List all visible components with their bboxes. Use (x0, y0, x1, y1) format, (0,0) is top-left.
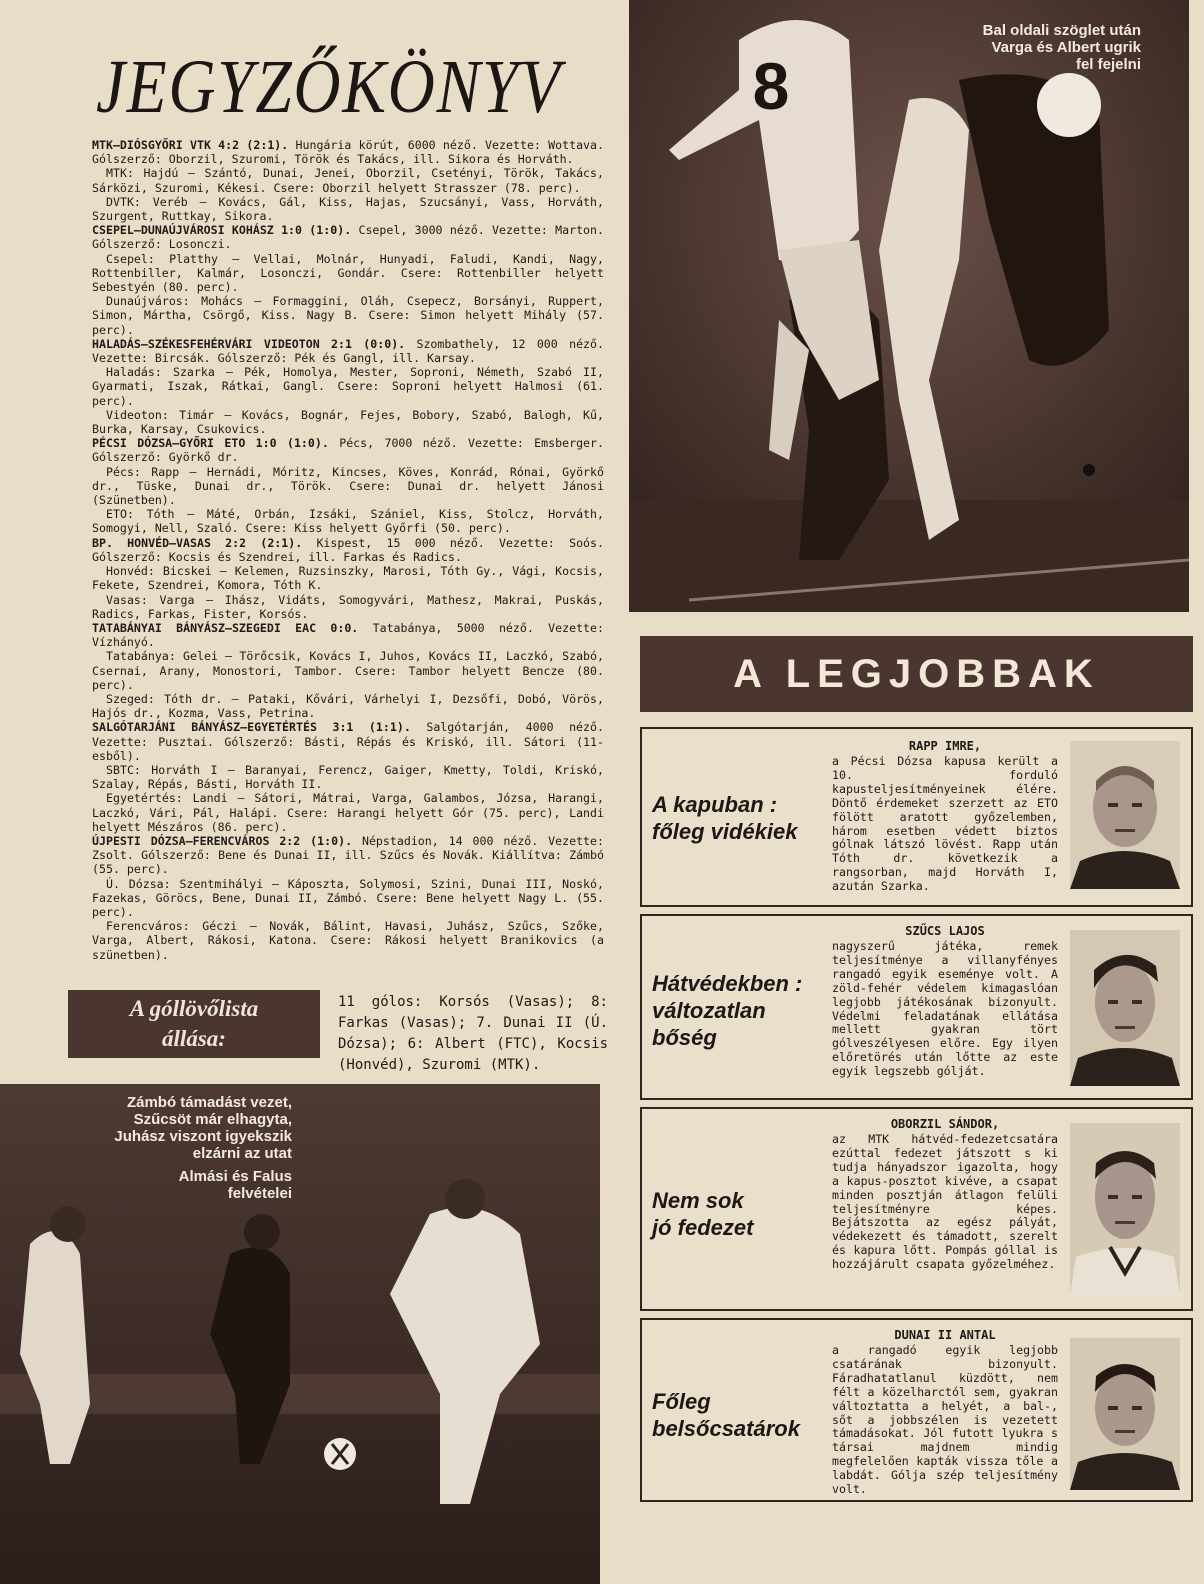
category-line: Nem sok (652, 1188, 744, 1213)
player-text: a Pécsi Dózsa kapusa került a 10. forduló kapusteljesítményeinek élére. Döntő érdemeket szerzett az ETO fölött aratott győzelemben, három esetben védett biztos gólnak látszó lövést. Rapp után Tóth dr. következik a rangsorban, majd Horváth I, azután Szarka. (832, 754, 1058, 894)
bottom-photo-caption (70, 1094, 292, 1202)
match-details: Csepel: Platthy — Vellai, Molnár, Hunyadi, Faludi, Kandi, Nagy, Rottenbiller, Kalmár, Losonczi, Gondár. Csere: Rottenbiller helyett Sebestyén (80. perc). (92, 251, 604, 295)
match-report-lineup (92, 294, 604, 337)
portrait-rapp (1070, 741, 1180, 889)
match-details: Pécs: Rapp — Hernádi, Móritz, Kincses, Köves, Konrád, Rónai, Györkő dr., Tüske, Dunai dr., Török. Csere: Dunai dr. helyett Jánosi (Szünetben). (92, 464, 604, 508)
category-line: bőség (652, 1025, 717, 1050)
match-report-lineup (92, 195, 604, 223)
top-photo-image (629, 0, 1189, 612)
card-category (652, 970, 802, 1051)
match-result: TATABÁNYAI BÁNYÁSZ–SZEGEDI EAC 0:0. (92, 620, 359, 635)
match-details: Tatabánya, 5000 néző. Vezette: Vízhányó. (92, 620, 604, 650)
match-result: HALADÁS–SZÉKESFEHÉRVÁRI VIDEOTON 2:1 (0:0). (92, 336, 406, 351)
best-card-defender (640, 914, 1193, 1100)
card-category (652, 791, 798, 845)
match-details: Ferencváros: Géczi — Novák, Bálint, Havasi, Juhász, Szűcs, Szőke, Varga, Albert, Rákosi, Katona. Csere: Rákosi helyett Branikovics (a szünetben). (92, 919, 604, 962)
match-details: Hungária körút, 6000 néző. Vezette: Wottava. Gólszerző: Oborzil, Szuromi, Török és Takács, ill. Sikora és Horváth. (92, 138, 604, 167)
match-result: CSEPEL–DUNAÚJVÁROSI KOHÁSZ 1:0 (1:0). (92, 223, 352, 238)
category-line: Hátvédekben : (652, 971, 803, 996)
scorers-label-line1: A góllövőlista (129, 996, 259, 1021)
match-report-lineup (92, 791, 604, 834)
player-text: a rangadó egyik legjobb csatárának bizonyult. Fáradhatatlanul küzdött, nem félt a közelharctól sem, gyakran változtatta a helyét, a bal-, sőt a jobbszélen is vezetett támadásokat. Jól futott lyukra s társai majdnem mindig megfelelően kapták vissza tőle a labdát. Gólja szép teljesítmény volt. (832, 1343, 1058, 1497)
player-photo (1070, 1338, 1180, 1490)
match-report-lineup (92, 252, 604, 295)
match-report-lineup (92, 877, 604, 920)
player-text: nagyszerű játéka, remek teljesítménye a villanyfényes rangadó egyik eseménye volt. A zöld-fehér védelem kimagaslóan legjobb játékosának bizonyult. Védelmi feladatának ellátása mellett gyakran tört gólveszélyesen előre. Egy ilyen előretörés után lőtte az este egyik legszebb gólját. (832, 939, 1058, 1079)
player-name: OBORZIL SÁNDOR, (890, 1117, 1000, 1131)
match-result: PÉCSI DÓZSA–GYŐRI ETO 1:0 (1:0). (92, 436, 329, 451)
match-report-header (92, 337, 604, 365)
best-players-banner: A LEGJOBBAK (640, 636, 1193, 712)
match-report-lineup (92, 365, 604, 408)
category-line: főleg vidékiek (652, 819, 798, 844)
match-result: MTK–DIÓSGYŐRI VTK 4:2 (2:1). (92, 138, 289, 152)
caption-line: Szűcsöt már elhagyta, (133, 1111, 292, 1128)
match-details: Haladás: Szarka — Pék, Homolya, Mester, Soproni, Németh, Szabó II, Gyarmati, Iszak, Rátkai, Gangl. Csere: Soproni helyett Halmosi (61. perc). (92, 365, 604, 408)
match-details: SBTC: Horváth I — Baranyai, Ferencz, Gaiger, Kmetty, Toldi, Kriskó, Szalay, Répás, Básti, Horváth II. (92, 762, 604, 792)
portrait-szucs (1070, 930, 1180, 1086)
scorers-list: 11 gólos: Korsós (Vasas); 8: Farkas (Vasas); 7. Dunai II (Ú. Dózsa); 6: Albert (FTC), Kocsis (Honvéd), Szuromi (MTK). (338, 994, 608, 1073)
match-report-lineup (92, 408, 604, 436)
best-card-midfielder (640, 1107, 1193, 1311)
match-report-lineup (92, 507, 604, 535)
scorers-label-line2: állása: (162, 1026, 226, 1051)
top-photo-caption (921, 22, 1141, 73)
match-details: Pécs, 7000 néző. Vezette: Emsberger. Gólszerző: Györkő dr. (92, 436, 604, 465)
match-report-lineup (92, 763, 604, 791)
match-details: Ú. Dózsa: Szentmihályi — Káposzta, Solymosi, Szini, Dunai III, Noskó, Fazekas, Göröcs, Bene, Dunai II, Zámbó. Csere: Bene helyett Nagy L. (55. perc). (92, 876, 604, 919)
portrait-dunai (1070, 1338, 1180, 1490)
best-card-goalkeeper (640, 727, 1193, 907)
player-photo (1070, 741, 1180, 889)
category-line: A kapuban : (652, 792, 778, 817)
match-details: Szombathely, 12 000 néző. Vezette: Bircsák. Gólszerző: Pék és Gangl, ill. Karsay. (92, 336, 604, 366)
player-name: SZŰCS LAJOS (905, 924, 985, 938)
match-report-lineup (92, 919, 604, 962)
match-result: BP. HONVÉD–VASAS 2:2 (2:1). (92, 535, 303, 550)
match-report-lineup (92, 593, 604, 621)
category-line: változatlan (652, 998, 766, 1023)
match-report-lineup (92, 649, 604, 692)
match-reports (92, 138, 604, 962)
match-details: Szeged: Tóth dr. — Pataki, Kővári, Várhelyi I, Dezsőfi, Dobó, Vörös, Hajós dr., Kozma, Vass, Petrina. (92, 691, 604, 721)
match-report-lineup (92, 692, 604, 720)
category-line: Főleg (652, 1389, 711, 1414)
player-name: DUNAI II ANTAL (894, 1328, 996, 1342)
match-details: Dunaújváros: Mohács — Formaggini, Oláh, Csepecz, Borsányi, Ruppert, Simon, Mártha, Csörgő, Kiss. Nagy B. Csere: Simon helyett Mihály (57. perc). (92, 294, 604, 337)
category-line: jó fedezet (652, 1215, 754, 1240)
match-report-lineup (92, 465, 604, 508)
player-name: RAPP IMRE, (908, 739, 982, 753)
match-report-header (92, 834, 604, 877)
portrait-oborzil (1070, 1123, 1180, 1295)
caption-line: Zámbó támadást vezet, (126, 1094, 292, 1111)
caption-line: elzárni az utat (192, 1145, 292, 1162)
match-details: Salgótarján, 4000 néző. Vezette: Pusztai. Gólszerző: Básti, Répás és Kriskó, ill. Sátori (11-esből). (92, 720, 604, 763)
caption-line: Varga és Albert ugrik (991, 39, 1141, 56)
match-details: DVTK: Veréb — Kovács, Gál, Kiss, Hajas, Szucsányi, Vass, Horváth, Szurgent, Ruttkay, Sikora. (92, 194, 604, 224)
match-details: Egyetértés: Landi — Sátori, Mátrai, Varga, Galambos, Józsa, Harangi, Laczkó, Vári, Pál, Halápi. Csere: Harangi helyett Gór (75. perc), Landi helyett Mészáros (86. perc). (92, 791, 604, 834)
match-report-header (92, 138, 604, 166)
bottom-photo (0, 1084, 600, 1584)
best-card-forward (640, 1318, 1193, 1502)
caption-line: Bal oldali szöglet után (982, 22, 1141, 39)
match-details: Honvéd: Bicskei — Kelemen, Ruzsinszky, Marosi, Tóth Gy., Vági, Kocsis, Fekete, Szendrei, Komora, Tóth K. (92, 564, 604, 593)
match-details: Kispest, 15 000 néző. Vezette: Soós. Gólszerző: Kocsis és Szendrei, ill. Farkas és Radics. (92, 535, 604, 564)
match-result: SALGÓTARJÁNI BÁNYÁSZ–EGYETÉRTÉS 3:1 (1:1). (92, 720, 411, 735)
caption-line: Almási és Falus (178, 1168, 292, 1185)
match-report-header (92, 536, 604, 564)
match-report-lineup (92, 166, 604, 194)
match-details: Népstadion, 14 000 néző. Vezette: Zsolt. Gólszerző: Bene és Dunai II, ill. Szűcs és Novák. Kiállítva: Zámbó (55. perc). (92, 833, 605, 877)
match-report-lineup (92, 564, 604, 592)
player-text: az MTK hátvéd-fedezetcsatára ezúttal fedezet játszott s ki tudja hányadszor igazolta, hogy a kapus-posztot kivéve, a csapat minden posztján átlagon felüli teljesítményre képes. Bejátszotta az egész pályát, védekezett és támadott, szerelt és kapura lőtt. Pompás góllal is hozzájárult csapata győzelméhez. (832, 1132, 1058, 1272)
match-details: Vasas: Varga — Ihász, Vidáts, Somogyvári, Mathesz, Makrai, Puskás, Radics, Farkas, Fister, Korsós. (92, 592, 604, 621)
scorers-label (68, 990, 320, 1058)
match-report-header (92, 720, 604, 763)
caption-line: fel fejelni (1075, 56, 1141, 73)
match-report-header (92, 223, 604, 251)
player-photo (1070, 1123, 1180, 1295)
shirt-number: 8 (752, 49, 790, 123)
caption-line: Juhász viszont igyekszik (114, 1128, 292, 1145)
match-details: Tatabánya: Gelei — Törőcsik, Kovács I, Juhos, Kovács II, Laczkó, Szabó, Csernai, Arany, Monostori, Tambor. Csere: Tambor helyett Bencze (80. perc). (92, 649, 604, 692)
top-photo (629, 0, 1189, 612)
match-report-header (92, 436, 604, 464)
match-details: MTK: Hajdú — Szántó, Dunai, Jenei, Oborzil, Csetényi, Török, Takács, Sárközi, Szuromi, Kékesi. Csere: Oborzil helyett Strasszer (78. perc). (92, 166, 604, 195)
card-category (652, 1388, 800, 1442)
match-details: Csepel, 3000 néző. Vezette: Marton. Gólszerző: Losonczi. (92, 223, 605, 252)
caption-line: felvételei (227, 1185, 292, 1202)
card-category (652, 1187, 753, 1241)
match-details: Videoton: Timár — Kovács, Bognár, Fejes, Bobory, Szabó, Balogh, Kű, Burka, Karsay, Csukovics. (92, 407, 604, 437)
category-line: belsőcsatárok (652, 1416, 800, 1441)
page-title: JEGYZŐKÖNYV (96, 45, 562, 129)
match-result: ÚJPESTI DÓZSA–FERENCVÁROS 2:2 (1:0). (92, 833, 353, 848)
match-details: ETO: Tóth — Máté, Orbán, Izsáki, Szániel, Kiss, Stolcz, Horváth, Somogyi, Nell, Szaló. Csere: Kiss helyett Győrfi (50. perc). (92, 507, 604, 536)
match-report-header (92, 621, 604, 649)
player-photo (1070, 930, 1180, 1086)
